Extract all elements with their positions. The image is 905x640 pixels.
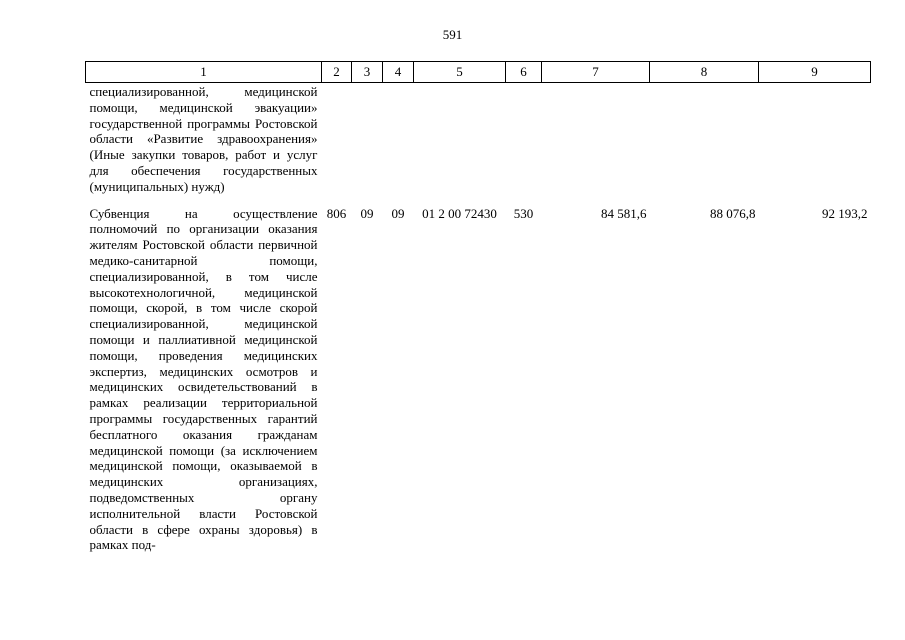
column-header-6: 6 bbox=[506, 62, 542, 83]
cell-subsection bbox=[383, 83, 414, 195]
cell-amount-year-2 bbox=[650, 83, 759, 195]
cell-amount-year-1 bbox=[542, 83, 650, 195]
cell-subsection: 09 bbox=[391, 205, 405, 221]
column-header-7: 7 bbox=[542, 62, 650, 83]
row-spacer bbox=[86, 195, 871, 205]
cell-amount-year-1: 84 581,6 bbox=[601, 205, 647, 221]
table-row bbox=[86, 83, 871, 195]
cell-amount-year-3 bbox=[759, 83, 871, 195]
column-header-4: 4 bbox=[383, 62, 414, 83]
row-description: специализированной, медицинской помощи, медицинской эвакуации» государственной программы Ростовской области «Развитие здравоохранения» (Иные закупки товаров, работ и услуг для обеспечения государственных (муниципальных) нужд) bbox=[89, 84, 318, 194]
page-number: 591 bbox=[442, 27, 463, 42]
cell-amount-year-3: 92 193,2 bbox=[822, 205, 868, 221]
cell-target-article bbox=[414, 83, 506, 195]
cell-section: 09 bbox=[360, 205, 374, 221]
cell-section bbox=[352, 83, 383, 195]
column-header-3: 3 bbox=[352, 62, 383, 83]
column-header-9: 9 bbox=[759, 62, 871, 83]
cell-amount-year-2: 88 076,8 bbox=[710, 205, 756, 221]
budget-table bbox=[85, 61, 871, 553]
column-header-1: 1 bbox=[86, 62, 322, 83]
cell-ministry-code bbox=[322, 83, 352, 195]
column-header-5: 5 bbox=[414, 62, 506, 83]
cell-expense-type bbox=[506, 83, 542, 195]
cell-target-article: 01 2 00 72430 bbox=[422, 205, 497, 221]
header-row bbox=[86, 62, 871, 83]
column-header-2: 2 bbox=[322, 62, 352, 83]
table-row bbox=[86, 205, 871, 554]
cell-ministry-code: 806 bbox=[326, 205, 347, 221]
column-header-8: 8 bbox=[650, 62, 759, 83]
row-description: Субвенция на осуществление полномочий по организации оказания жителям Ростовской области первичной медико-санитарной помощи, специализированной, в том числе высокотехнологичной, медицинской помощи, скорой, в том числе скорой специализированной, медицинской помощи и паллиативной медицинской помощи, проведения медицинских экспертиз, медицинских осмотров и медицинских освидетельствований в рамках реализации территориальной программы государственных гарантий бесплатного оказания гражданам медицинской помощи (за исключением медицинской помощи, оказываемой в медицинских организациях, подведомственных органу исполнительной власти Ростовской области в сфере охраны здоровья) в рамках под- bbox=[89, 205, 318, 553]
cell-expense-type: 530 bbox=[513, 205, 534, 221]
